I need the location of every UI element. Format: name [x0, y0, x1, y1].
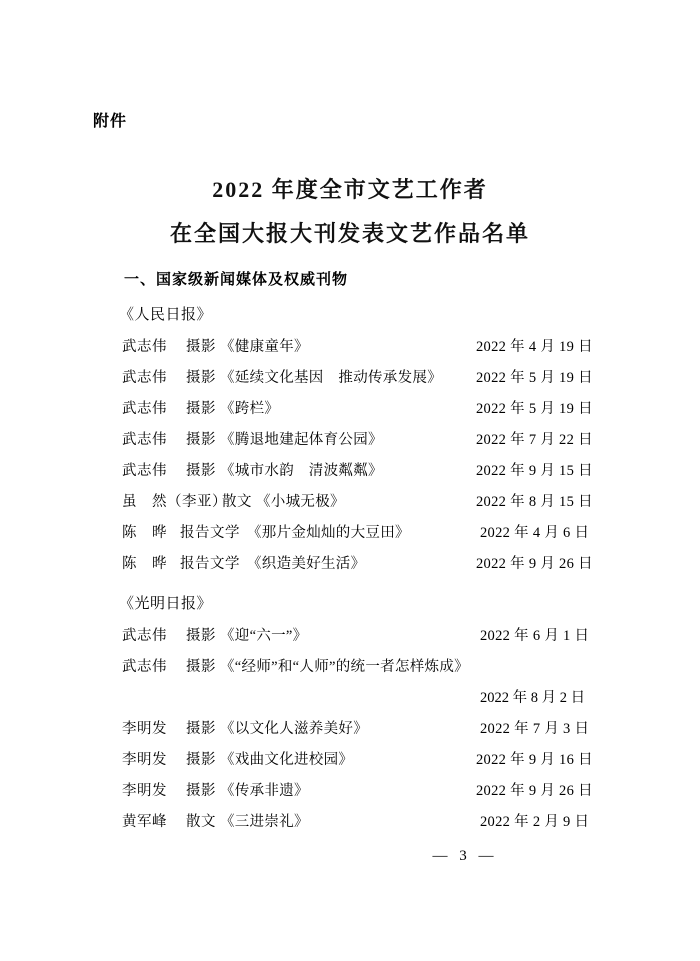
entry-author: 武志伟	[122, 370, 167, 386]
entry-genre: 摄影	[186, 432, 216, 448]
entry-author: 李明发	[122, 721, 167, 737]
entry-date: 2022 年 9 月 26 日	[476, 783, 593, 799]
entry-genre: 摄影	[186, 463, 216, 479]
entry-work: 《迎“六一”》	[220, 628, 308, 644]
list-item	[0, 363, 700, 394]
entry-genre: 摄影	[186, 783, 216, 799]
entry-date: 2022 年 8 月 15 日	[476, 494, 593, 510]
entry-date: 2022 年 2 月 9 日	[480, 814, 590, 830]
entry-genre: 报告文学	[180, 525, 240, 541]
list-item	[0, 714, 700, 745]
entry-genre: 散文	[222, 494, 252, 510]
entry-author: 李明发	[122, 783, 167, 799]
entry-author: 虽 然（李亚）	[122, 494, 227, 510]
entry-work: 《延续文化基因 推动传承发展》	[220, 370, 442, 386]
entry-author: 陈 晔	[122, 525, 167, 541]
entry-work: 《三进崇礼》	[220, 814, 309, 830]
document-body	[0, 268, 700, 838]
entry-genre: 散文	[186, 814, 216, 830]
entry-date: 2022 年 8 月 2 日	[480, 690, 586, 706]
title-line-1: 2022 年度全市文艺工作者	[212, 177, 488, 202]
entry-genre: 摄影	[186, 370, 216, 386]
page-number: — 3 —	[432, 848, 498, 864]
entry-author: 武志伟	[122, 339, 167, 355]
entry-author: 武志伟	[122, 401, 167, 417]
entry-work: 《跨栏》	[220, 401, 280, 417]
attachment-label: 附件	[93, 113, 128, 130]
entry-date: 2022 年 7 月 3 日	[480, 721, 590, 737]
entry-genre: 摄影	[186, 659, 216, 675]
entry-author: 黄军峰	[122, 814, 167, 830]
title-line-2: 在全国大报大刊发表文艺作品名单	[169, 221, 530, 246]
entry-genre: 摄影	[186, 752, 216, 768]
list-item	[0, 394, 700, 425]
entry-genre: 摄影	[186, 339, 216, 355]
list-item	[0, 776, 700, 807]
entry-work: 《城市水韵 清波粼粼》	[220, 463, 383, 479]
list-item-continuation	[0, 683, 700, 714]
entry-date: 2022 年 9 月 26 日	[476, 556, 593, 572]
entry-author: 陈 晔	[122, 556, 167, 572]
entry-author: 武志伟	[122, 432, 167, 448]
list-item	[0, 807, 700, 838]
entry-genre: 摄影	[186, 401, 216, 417]
entry-work: 《以文化人滋养美好》	[220, 721, 368, 737]
list-item	[0, 652, 700, 683]
entry-genre: 摄影	[186, 721, 216, 737]
list-item	[0, 456, 700, 487]
list-item	[0, 621, 700, 652]
entry-date: 2022 年 7 月 22 日	[476, 432, 593, 448]
list-item	[0, 549, 700, 580]
list-item	[0, 332, 700, 363]
entry-genre: 摄影	[186, 628, 216, 644]
entry-work: 《戏曲文化进校园》	[220, 752, 354, 768]
entry-date: 2022 年 5 月 19 日	[476, 401, 593, 417]
entry-date: 2022 年 6 月 1 日	[480, 628, 590, 644]
entry-genre: 报告文学	[180, 556, 240, 572]
entry-work: 《腾退地建起体育公园》	[220, 432, 383, 448]
list-item	[0, 425, 700, 456]
list-item	[0, 487, 700, 518]
publication-heading: 《光明日报》	[119, 596, 213, 612]
entry-work: 《那片金灿灿的大豆田》	[247, 525, 410, 541]
publication-heading: 《人民日报》	[119, 307, 213, 323]
list-item	[0, 745, 700, 776]
list-item	[0, 518, 700, 549]
entry-date: 2022 年 9 月 16 日	[476, 752, 593, 768]
entry-date: 2022 年 9 月 15 日	[476, 463, 593, 479]
entry-work: 《健康童年》	[220, 339, 309, 355]
entry-work: 《传承非遗》	[220, 783, 309, 799]
entry-date: 2022 年 4 月 19 日	[476, 339, 593, 355]
entry-work: 《“经师”和“人师”的统一者怎样炼成》	[220, 659, 469, 675]
entry-date: 2022 年 5 月 19 日	[476, 370, 593, 386]
page-title	[0, 168, 700, 256]
entry-author: 李明发	[122, 752, 167, 768]
entry-work: 《织造美好生活》	[247, 556, 366, 572]
entry-author: 武志伟	[122, 628, 167, 644]
entry-author: 武志伟	[122, 463, 167, 479]
entry-date: 2022 年 4 月 6 日	[480, 525, 590, 541]
entry-author: 武志伟	[122, 659, 167, 675]
section-heading: 一、国家级新闻媒体及权威刊物	[124, 272, 349, 288]
entry-work: 《小城无极》	[256, 494, 345, 510]
